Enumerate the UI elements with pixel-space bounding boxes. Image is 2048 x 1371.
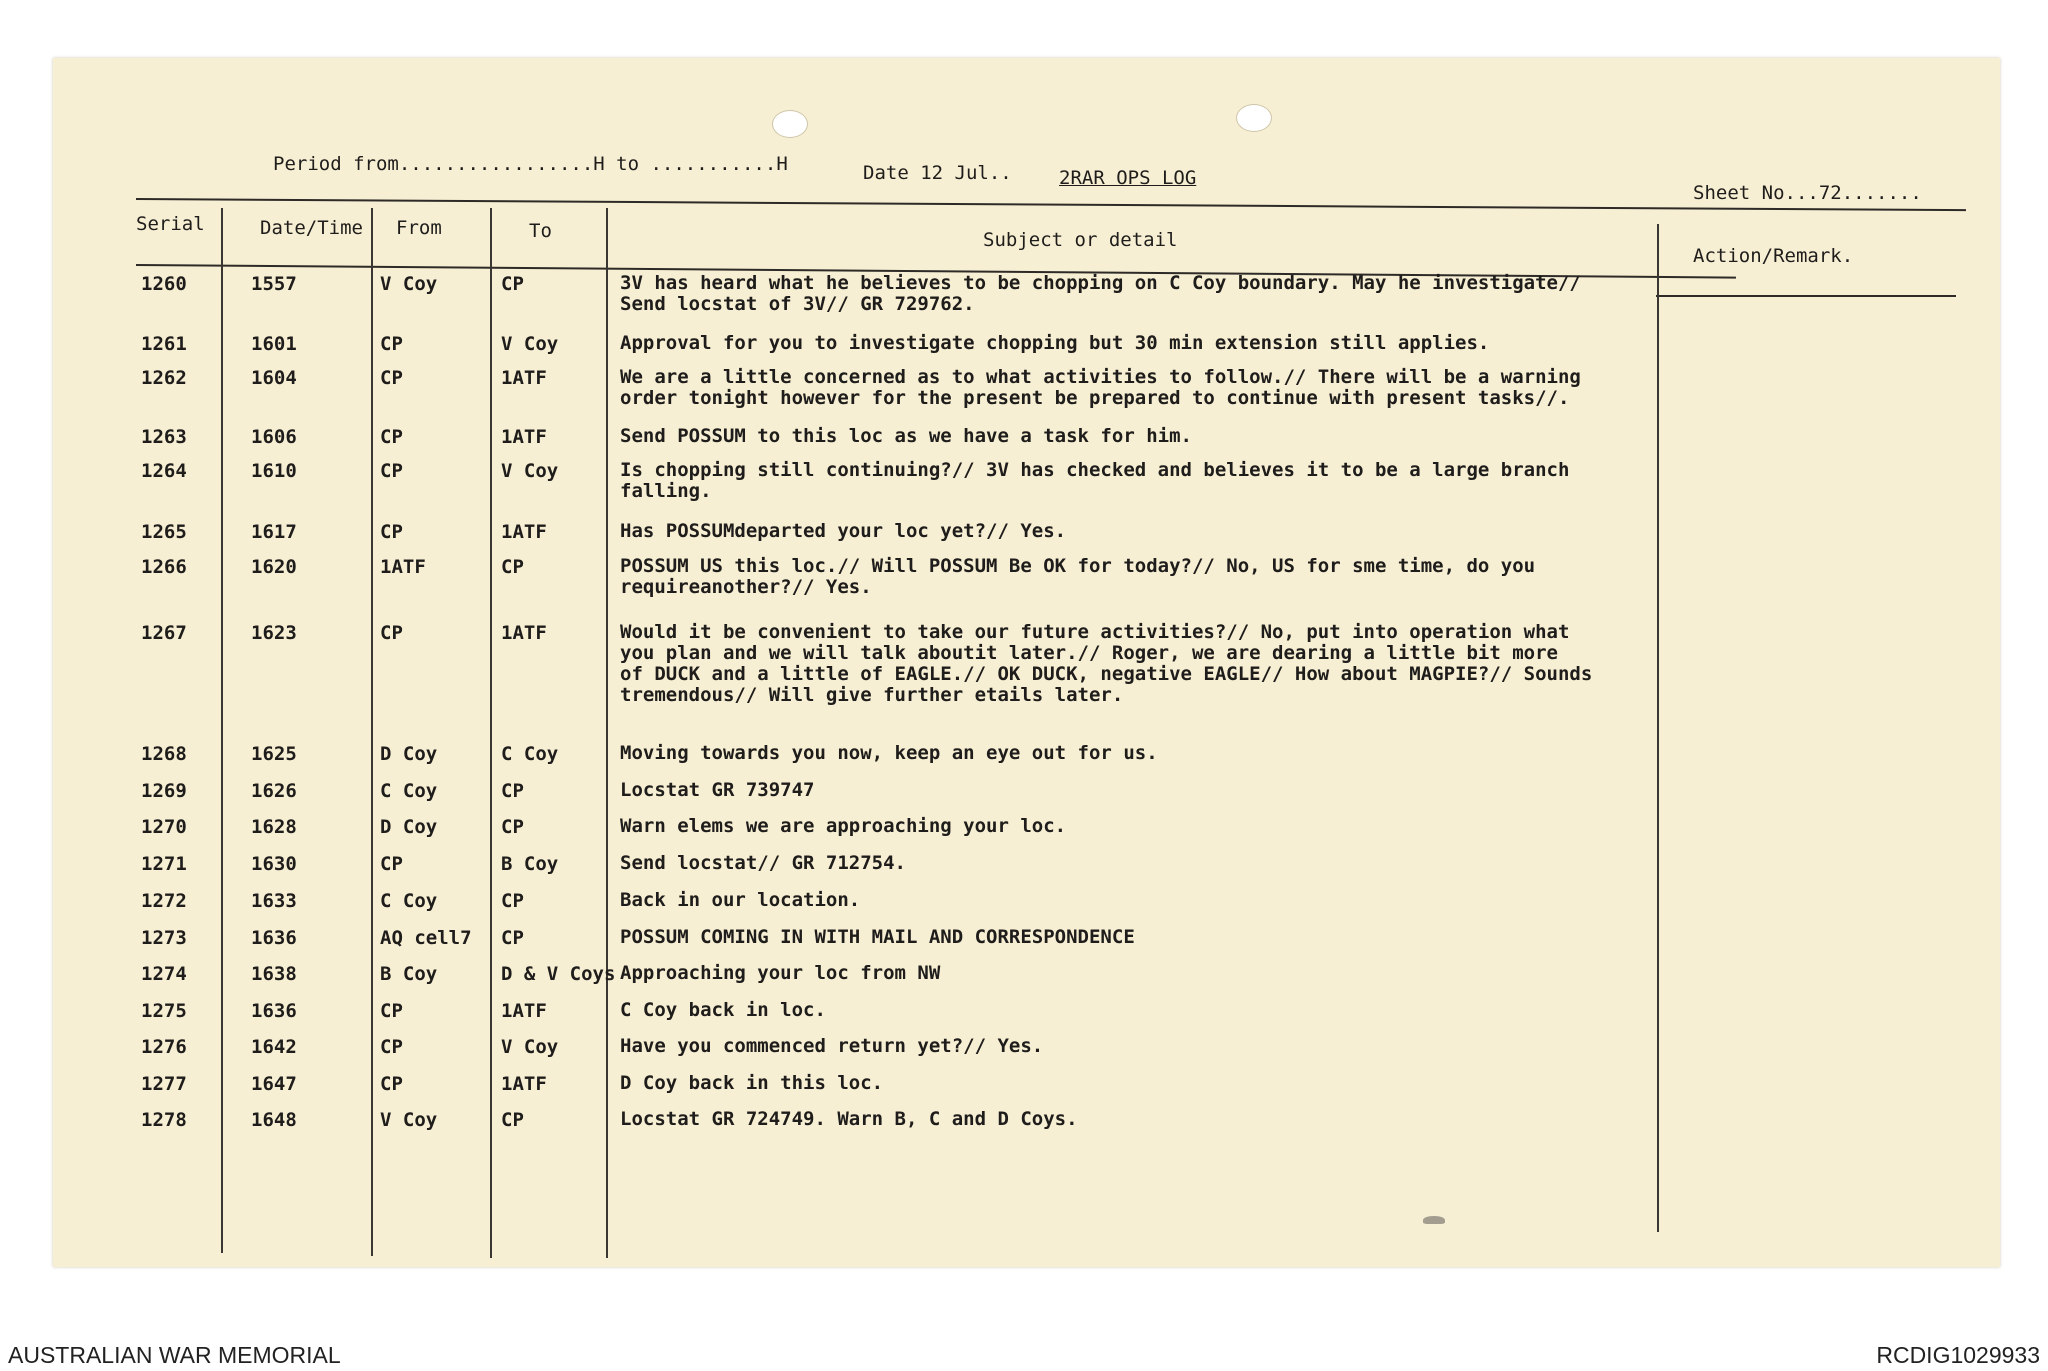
to-cell: CP — [501, 927, 524, 949]
to-cell: 1ATF — [501, 521, 547, 543]
serial-cell: 1269 — [141, 780, 187, 802]
detail-cell: Send locstat// GR 712754. — [620, 852, 906, 874]
to-cell: CP — [501, 816, 524, 838]
detail-cell: Moving towards you now, keep an eye out for us. — [620, 742, 1158, 764]
to-cell: B Coy — [501, 853, 559, 875]
detail-cell: Locstat GR 724749. Warn B, C and D Coys. — [620, 1108, 1078, 1130]
to-cell: CP — [501, 1109, 524, 1131]
time-cell: 1633 — [251, 890, 297, 912]
serial-cell: 1276 — [141, 1036, 187, 1058]
time-cell: 1636 — [251, 1000, 297, 1022]
header-top-rule — [136, 198, 1966, 211]
time-cell: 1628 — [251, 816, 297, 838]
serial-cell: 1263 — [141, 426, 187, 448]
to-cell: 1ATF — [501, 367, 547, 389]
col-header-from: From — [396, 217, 442, 239]
to-cell: D & V Coys — [501, 963, 616, 985]
to-cell: V Coy — [501, 333, 559, 355]
from-cell: C Coy — [380, 890, 438, 912]
to-cell: 1ATF — [501, 622, 547, 644]
time-cell: 1642 — [251, 1036, 297, 1058]
detail-cell: We are a little concerned as to what activities to follow.// There will be a warning order tonight however for the present be prepared to continue with present tasks//. — [620, 366, 1581, 409]
detail-cell: Have you commenced return yet?// Yes. — [620, 1035, 1044, 1057]
col-divider-subject — [1657, 224, 1659, 1232]
to-cell: C Coy — [501, 743, 559, 765]
to-cell: CP — [501, 780, 524, 802]
from-cell: CP — [380, 521, 403, 543]
serial-cell: 1270 — [141, 816, 187, 838]
serial-cell: 1275 — [141, 1000, 187, 1022]
to-cell: V Coy — [501, 460, 559, 482]
from-cell: CP — [380, 460, 403, 482]
detail-cell: Warn elems we are approaching your loc. — [620, 815, 1067, 837]
detail-cell: D Coy back in this loc. — [620, 1072, 884, 1094]
detail-cell: POSSUM COMING IN WITH MAIL AND CORRESPONDENCE — [620, 926, 1135, 948]
col-header-datetime: Date/Time — [260, 217, 363, 239]
col-divider-serial — [221, 208, 223, 1253]
serial-cell: 1273 — [141, 927, 187, 949]
from-cell: V Coy — [380, 273, 438, 295]
time-cell: 1610 — [251, 460, 297, 482]
detail-cell: Send POSSUM to this loc as we have a task for him. — [620, 425, 1192, 447]
time-cell: 1617 — [251, 521, 297, 543]
from-cell: C Coy — [380, 780, 438, 802]
detail-cell: 3V has heard what he believes to be chopping on C Coy boundary. May he investigate// Send locstat of 3V// GR 729762. — [620, 272, 1581, 315]
from-cell: CP — [380, 1073, 403, 1095]
from-cell: 1ATF — [380, 556, 426, 578]
serial-cell: 1261 — [141, 333, 187, 355]
serial-cell: 1277 — [141, 1073, 187, 1095]
col-divider-from — [490, 208, 492, 1258]
action-header-rule — [1656, 295, 1956, 297]
serial-cell: 1266 — [141, 556, 187, 578]
from-cell: CP — [380, 1036, 403, 1058]
from-cell: CP — [380, 426, 403, 448]
punch-hole-right — [1236, 104, 1272, 132]
serial-cell: 1260 — [141, 273, 187, 295]
time-cell: 1648 — [251, 1109, 297, 1131]
from-cell: CP — [380, 333, 403, 355]
time-cell: 1630 — [251, 853, 297, 875]
time-cell: 1625 — [251, 743, 297, 765]
from-cell: V Coy — [380, 1109, 438, 1131]
from-cell: D Coy — [380, 816, 438, 838]
sheet-number: Sheet No...72....... — [1693, 182, 1922, 204]
time-cell: 1647 — [251, 1073, 297, 1095]
from-cell: D Coy — [380, 743, 438, 765]
time-cell: 1606 — [251, 426, 297, 448]
footer-source: AUSTRALIAN WAR MEMORIAL — [8, 1342, 341, 1368]
from-cell: CP — [380, 367, 403, 389]
time-cell: 1604 — [251, 367, 297, 389]
time-cell: 1601 — [251, 333, 297, 355]
to-cell: CP — [501, 273, 524, 295]
col-header-to: To — [529, 220, 552, 242]
serial-cell: 1274 — [141, 963, 187, 985]
to-cell: 1ATF — [501, 1073, 547, 1095]
col-header-action: Action/Remark. — [1693, 245, 1854, 267]
serial-cell: 1264 — [141, 460, 187, 482]
col-divider-to — [606, 208, 608, 1258]
serial-cell: 1265 — [141, 521, 187, 543]
time-cell: 1626 — [251, 780, 297, 802]
col-header-subject: Subject or detail — [983, 229, 1178, 251]
period-field: Period from.................H to ...........H — [273, 153, 788, 175]
detail-cell: Is chopping still continuing?// 3V has checked and believes it to be a large branch falling. — [620, 459, 1570, 502]
detail-cell: Would it be convenient to take our future activities?// No, put into operation what you plan and we will talk aboutit later.// Roger, we are dearing a little bit more of DUCK and a little of EAGLE.// OK DUCK, negative EAGLE// How about MAGPIE?// Sounds tremendous// Will give further etails later. — [620, 621, 1593, 706]
serial-cell: 1267 — [141, 622, 187, 644]
col-header-serial: Serial — [136, 213, 205, 235]
serial-cell: 1272 — [141, 890, 187, 912]
serial-cell: 1278 — [141, 1109, 187, 1131]
from-cell: CP — [380, 853, 403, 875]
time-cell: 1636 — [251, 927, 297, 949]
detail-cell: POSSUM US this loc.// Will POSSUM Be OK for today?// No, US for sme time, do you requireanother?// Yes. — [620, 555, 1536, 598]
detail-cell: Has POSSUMdeparted your loc yet?// Yes. — [620, 520, 1067, 542]
detail-cell: Back in our location. — [620, 889, 861, 911]
to-cell: CP — [501, 890, 524, 912]
ink-smudge — [1423, 1216, 1445, 1224]
detail-cell: C Coy back in loc. — [620, 999, 826, 1021]
to-cell: CP — [501, 556, 524, 578]
from-cell: CP — [380, 1000, 403, 1022]
to-cell: 1ATF — [501, 1000, 547, 1022]
page-title: 2RAR OPS LOG — [1059, 167, 1197, 189]
punch-hole-left — [772, 110, 808, 138]
from-cell: B Coy — [380, 963, 438, 985]
date-field: Date 12 Jul.. — [863, 162, 1012, 184]
footer-id: RCDIG1029933 — [1876, 1342, 2040, 1368]
serial-cell: 1262 — [141, 367, 187, 389]
detail-cell: Approaching your loc from NW — [620, 962, 941, 984]
time-cell: 1638 — [251, 963, 297, 985]
log-sheet — [53, 58, 2000, 1267]
to-cell: 1ATF — [501, 426, 547, 448]
time-cell: 1623 — [251, 622, 297, 644]
from-cell: AQ cell7 — [380, 927, 472, 949]
detail-cell: Locstat GR 739747 — [620, 779, 815, 801]
to-cell: V Coy — [501, 1036, 559, 1058]
col-divider-time — [371, 208, 373, 1256]
from-cell: CP — [380, 622, 403, 644]
time-cell: 1620 — [251, 556, 297, 578]
time-cell: 1557 — [251, 273, 297, 295]
serial-cell: 1271 — [141, 853, 187, 875]
serial-cell: 1268 — [141, 743, 187, 765]
detail-cell: Approval for you to investigate chopping but 30 min extension still applies. — [620, 332, 1490, 354]
